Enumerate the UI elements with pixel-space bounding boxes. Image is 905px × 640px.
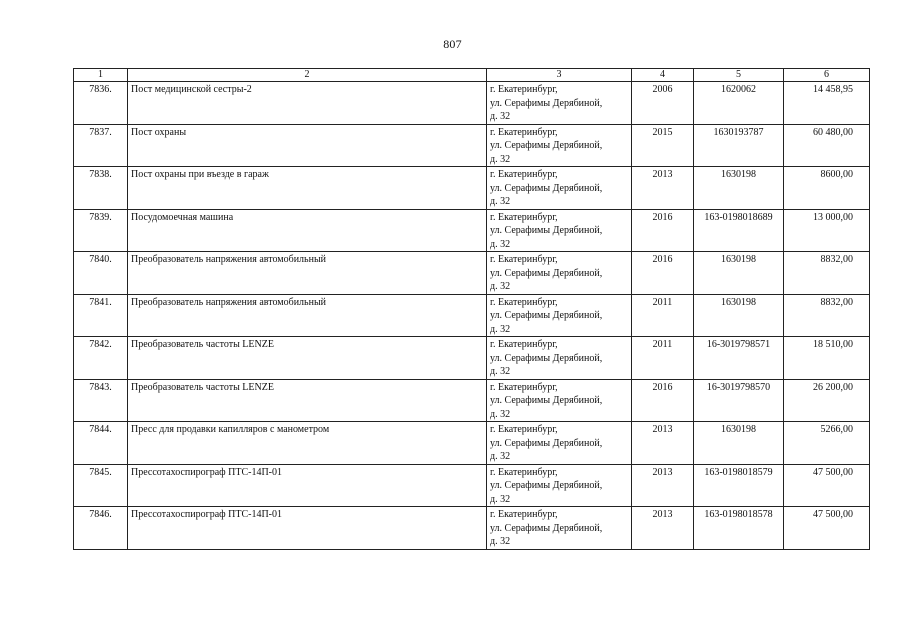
address-line: ул. Серафимы Дерябиной, — [490, 437, 603, 449]
item-name-cell: Преобразователь напряжения автомобильный — [128, 252, 487, 295]
address-line: д. 32 — [490, 408, 511, 420]
row-number-cell: 7836. — [74, 82, 128, 125]
cost-cell: 13 000,00 — [784, 209, 870, 252]
address-cell — [487, 379, 632, 422]
item-name-cell: Прессотахоспирограф ПТС-14П-01 — [128, 507, 487, 550]
row-number-cell: 7839. — [74, 209, 128, 252]
row-number-cell: 7837. — [74, 124, 128, 167]
cost-cell: 8832,00 — [784, 252, 870, 295]
year-cell: 2016 — [632, 209, 694, 252]
address-cell — [487, 167, 632, 210]
address-line: г. Екатеринбург, — [490, 509, 558, 520]
property-registry-table — [73, 68, 870, 550]
address-line: ул. Серафимы Дерябиной, — [490, 267, 603, 279]
year-cell: 2006 — [632, 82, 694, 125]
item-name-cell: Пресс для продавки капилляров с манометром — [128, 422, 487, 465]
inventory-number-cell: 163-0198018578 — [694, 507, 784, 550]
cost-cell: 18 510,00 — [784, 337, 870, 380]
address-line: д. 32 — [490, 451, 511, 462]
address-cell — [487, 124, 632, 167]
year-cell: 2016 — [632, 379, 694, 422]
address-cell — [487, 507, 632, 550]
year-cell: 2013 — [632, 167, 694, 210]
table-row — [74, 209, 870, 252]
column-header: 2 — [128, 69, 487, 82]
item-name-cell: Пост медицинской сестры-2 — [128, 82, 487, 125]
year-cell: 2011 — [632, 337, 694, 380]
table-row — [74, 507, 870, 550]
column-header-row — [74, 69, 870, 82]
table-row — [74, 464, 870, 507]
item-name-cell: Пост охраны при въезде в гараж — [128, 167, 487, 210]
year-cell: 2013 — [632, 464, 694, 507]
column-header: 5 — [694, 69, 784, 82]
inventory-number-cell: 1630198 — [694, 167, 784, 210]
address-line: г. Екатеринбург, — [490, 211, 558, 223]
address-line: д. 32 — [490, 366, 511, 377]
item-name-cell: Преобразователь напряжения автомобильный — [128, 294, 487, 337]
address-line: г. Екатеринбург, — [490, 126, 558, 138]
year-cell: 2011 — [632, 294, 694, 337]
address-line: д. 32 — [490, 493, 511, 505]
address-line: д. 32 — [490, 536, 511, 547]
address-line: ул. Серафимы Дерябиной, — [490, 522, 603, 534]
item-name-cell: Преобразователь частоты LENZE — [128, 379, 487, 422]
inventory-number-cell: 1630198 — [694, 422, 784, 465]
row-number-cell: 7838. — [74, 167, 128, 210]
address-line: ул. Серафимы Дерябиной, — [490, 182, 603, 194]
cost-cell: 8600,00 — [784, 167, 870, 210]
table-row — [74, 379, 870, 422]
table-row — [74, 124, 870, 167]
inventory-number-cell: 16-3019798571 — [694, 337, 784, 380]
table-row — [74, 252, 870, 295]
row-number-cell: 7845. — [74, 464, 128, 507]
address-line: ул. Серафимы Дерябиной, — [490, 395, 603, 406]
item-name-cell: Пост охраны — [128, 124, 487, 167]
address-line: г. Екатеринбург, — [490, 169, 558, 180]
year-cell: 2013 — [632, 422, 694, 465]
inventory-number-cell: 163-0198018689 — [694, 209, 784, 252]
address-line: д. 32 — [490, 281, 511, 292]
cost-cell: 47 500,00 — [784, 507, 870, 550]
address-line: д. 32 — [490, 153, 511, 165]
table-row — [74, 167, 870, 210]
row-number-cell: 7840. — [74, 252, 128, 295]
address-line: д. 32 — [490, 196, 511, 207]
table-row — [74, 82, 870, 125]
column-header: 4 — [632, 69, 694, 82]
year-cell: 2016 — [632, 252, 694, 295]
address-line: ул. Серафимы Дерябиной, — [490, 225, 603, 236]
item-name-cell: Прессотахоспирограф ПТС-14П-01 — [128, 464, 487, 507]
address-cell — [487, 252, 632, 295]
address-line: д. 32 — [490, 323, 511, 335]
address-cell — [487, 209, 632, 252]
column-header: 3 — [487, 69, 632, 82]
table-row — [74, 337, 870, 380]
cost-cell: 26 200,00 — [784, 379, 870, 422]
inventory-number-cell: 1630198 — [694, 294, 784, 337]
row-number-cell: 7844. — [74, 422, 128, 465]
cost-cell: 47 500,00 — [784, 464, 870, 507]
address-cell — [487, 294, 632, 337]
row-number-cell: 7842. — [74, 337, 128, 380]
address-line: д. 32 — [490, 111, 511, 122]
column-header: 1 — [74, 69, 128, 82]
item-name-cell: Посудомоечная машина — [128, 209, 487, 252]
address-line: г. Екатеринбург, — [490, 381, 558, 393]
address-line: ул. Серафимы Дерябиной, — [490, 310, 603, 321]
address-cell — [487, 464, 632, 507]
address-cell — [487, 422, 632, 465]
address-line: г. Екатеринбург, — [490, 466, 558, 478]
cost-cell: 5266,00 — [784, 422, 870, 465]
address-line: д. 32 — [490, 238, 511, 250]
row-number-cell: 7843. — [74, 379, 128, 422]
inventory-number-cell: 1630198 — [694, 252, 784, 295]
cost-cell: 14 458,95 — [784, 82, 870, 125]
inventory-number-cell: 1630193787 — [694, 124, 784, 167]
row-number-cell: 7841. — [74, 294, 128, 337]
cost-cell: 8832,00 — [784, 294, 870, 337]
address-line: ул. Серафимы Дерябиной, — [490, 480, 603, 491]
inventory-number-cell: 1620062 — [694, 82, 784, 125]
address-line: г. Екатеринбург, — [490, 424, 558, 435]
column-header: 6 — [784, 69, 870, 82]
inventory-number-cell: 163-0198018579 — [694, 464, 784, 507]
table-row — [74, 294, 870, 337]
address-line: г. Екатеринбург, — [490, 254, 558, 265]
address-line: ул. Серафимы Дерябиной, — [490, 97, 603, 109]
address-cell — [487, 82, 632, 125]
address-line: ул. Серафимы Дерябиной, — [490, 352, 603, 364]
page-number: 807 — [443, 37, 462, 51]
cost-cell: 60 480,00 — [784, 124, 870, 167]
item-name-cell: Преобразователь частоты LENZE — [128, 337, 487, 380]
address-line: г. Екатеринбург, — [490, 84, 558, 95]
address-line: г. Екатеринбург, — [490, 296, 558, 308]
address-line: ул. Серафимы Дерябиной, — [490, 140, 603, 151]
inventory-number-cell: 16-3019798570 — [694, 379, 784, 422]
address-cell — [487, 337, 632, 380]
row-number-cell: 7846. — [74, 507, 128, 550]
table-row — [74, 422, 870, 465]
year-cell: 2015 — [632, 124, 694, 167]
address-line: г. Екатеринбург, — [490, 339, 558, 350]
year-cell: 2013 — [632, 507, 694, 550]
